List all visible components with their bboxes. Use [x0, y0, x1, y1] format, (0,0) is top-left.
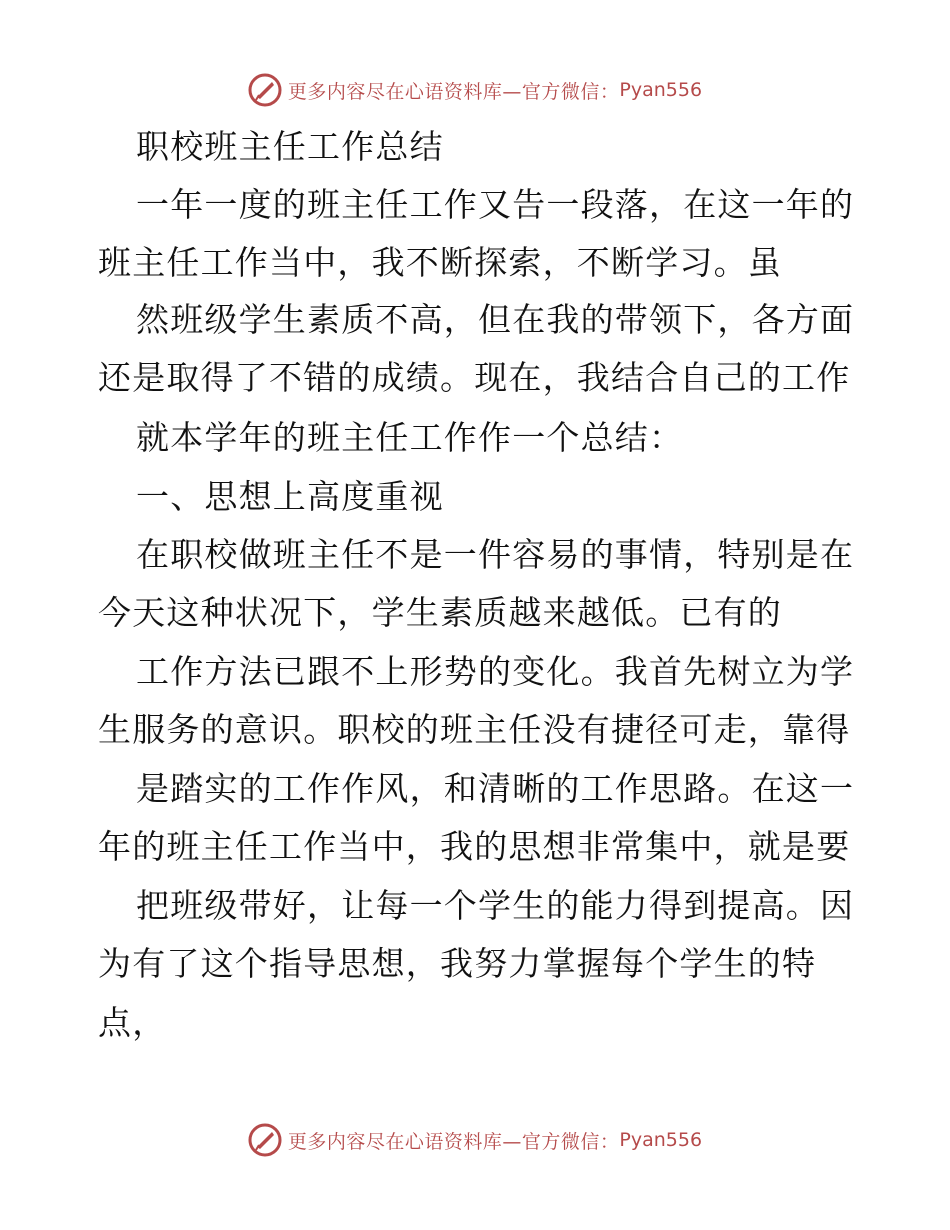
text-line: 是踏实的工作作风，和清晰的工作思路。在这一	[136, 769, 855, 808]
header-banner	[0, 70, 950, 110]
text-line: 点，	[98, 1003, 167, 1042]
footer-banner	[0, 1120, 950, 1160]
text-line: 生服务的意识。职校的班主任没有捷径可走，靠得	[98, 710, 851, 749]
footer-banner-text: 更多内容尽在心语资料库—官方微信：	[287, 1130, 620, 1153]
document-title: 职校班主任工作总结	[136, 127, 444, 166]
header-banner-text: 更多内容尽在心语资料库—官方微信：	[287, 80, 620, 103]
text-line: 为有了这个指导思想，我努力掌握每个学生的特	[98, 944, 817, 983]
text-line: 工作方法已跟不上形势的变化。我首先树立为学	[136, 652, 855, 691]
footer-banner-id: Pyan556	[619, 1129, 703, 1151]
header-banner-id: Pyan556	[619, 79, 703, 101]
text-line: 然班级学生素质不高，但在我的带领下，各方面	[136, 300, 855, 339]
quill-logo-icon	[248, 1123, 282, 1157]
quill-logo-icon	[248, 73, 282, 107]
section-heading: 一、思想上高度重视	[136, 477, 444, 516]
text-line: 就本学年的班主任工作作一个总结：	[136, 418, 684, 457]
text-line: 班主任工作当中，我不断探索，不断学习。虽	[98, 243, 782, 282]
text-line: 一年一度的班主任工作又告一段落，在这一年的	[136, 185, 855, 224]
text-line: 把班级带好，让每一个学生的能力得到提高。因	[136, 886, 855, 925]
text-line: 在职校做班主任不是一件容易的事情，特别是在	[136, 535, 855, 574]
text-line: 年的班主任工作当中，我的思想非常集中，就是要	[98, 827, 851, 866]
text-line: 今天这种状况下，学生素质越来越低。已有的	[98, 593, 782, 632]
text-line: 还是取得了不错的成绩。现在，我结合自己的工作	[98, 358, 851, 397]
